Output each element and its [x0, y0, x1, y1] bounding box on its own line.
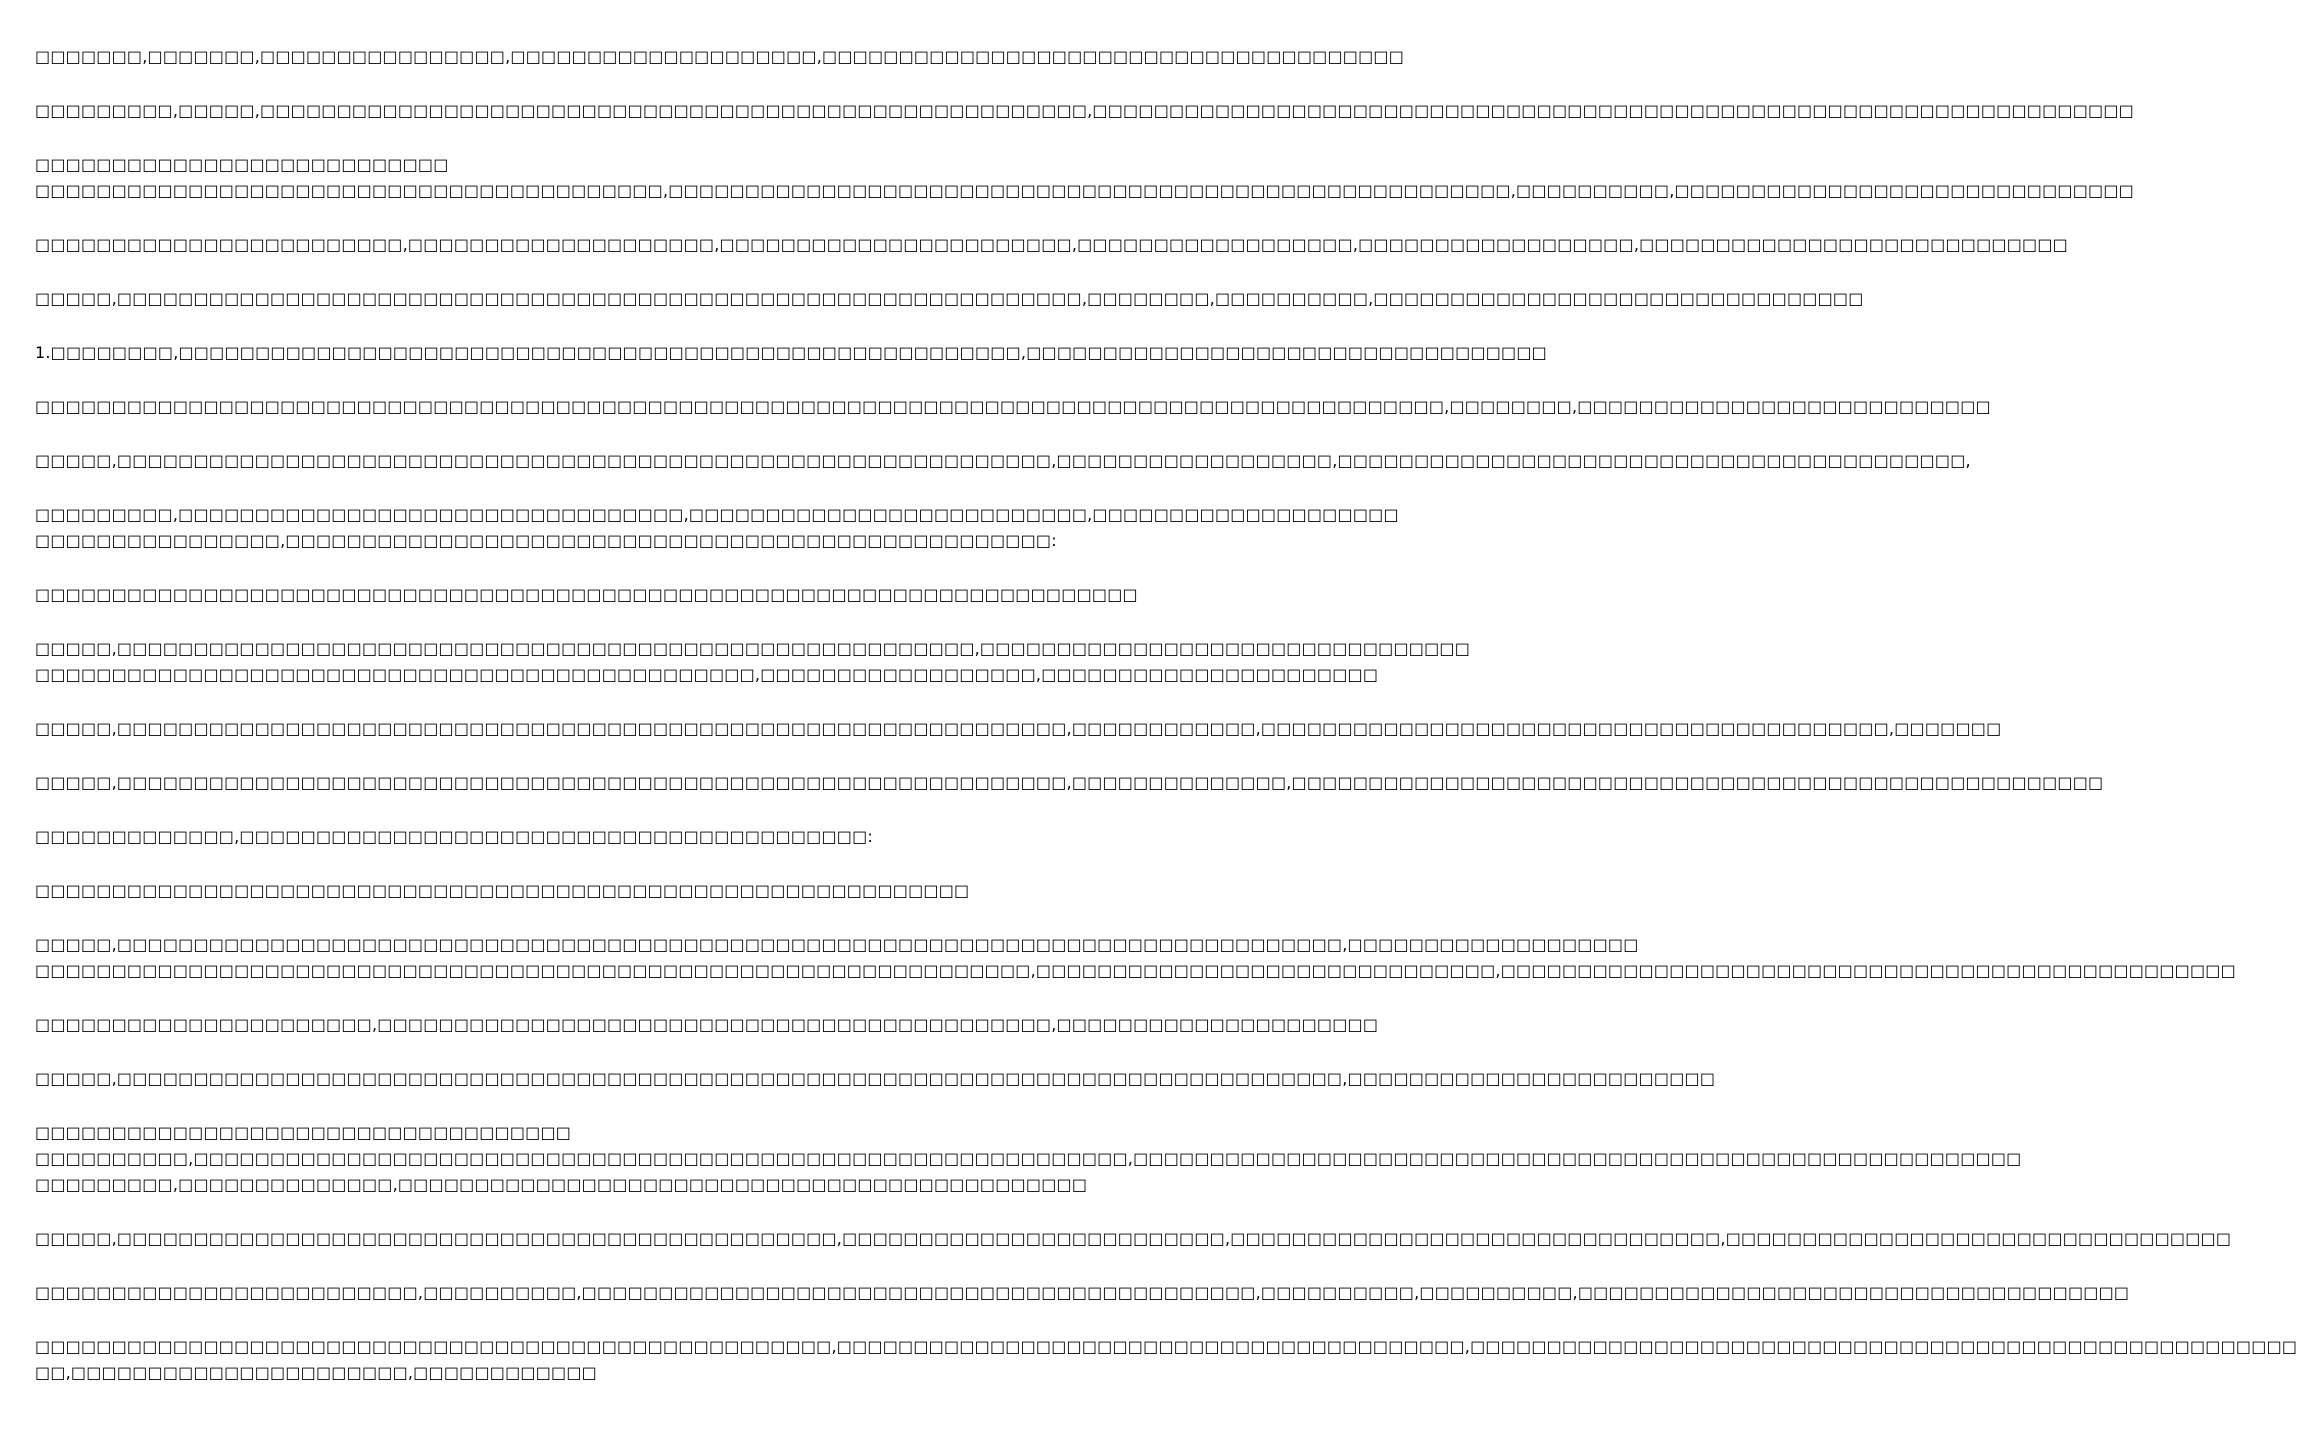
paragraph-line: □□□□□□□□□□□□□□□□□□□□□□□□□□□□□□□□□□□□□□□□□□□□□□□□□□□□□□□□□□□□□□□□□□□□□□□□	[35, 585, 1138, 604]
paragraph-line: □□□□□□□□□□□□□□□□□□□□□□□□□□□	[35, 155, 449, 174]
paragraph-line: □□□□□,□□□□□□□□□□□□□□□□□□□□□□□□□□□□□□□□□□□□□□□□□□□□□□□□□□□□□□□□□□□□□□□□□□□□□□□□□□□□□□□□,□□□□□□□□□□□□□□□□□□□	[35, 935, 1639, 954]
paragraph-line: □□□□□□□□□□□□□□□□□□□□□□□□□□□□□□□□□□□□□□□□□□□□□□□,□□□□□□□□□□□□□□□□□□,□□□□□□□□□□□□□□□□□□□□□□	[35, 665, 1379, 684]
paragraph	[35, 878, 990, 904]
paragraph-line: □□□□□□□□□□□□□□□□□□□□□□□□□,□□□□□□□□□□,□□□□□□□□□□□□□□□□□□□□□□□□□□□□□□□□□□□□□□□□□□□□,□□□□□□□□□□,□□□□□□□□□□,□□□□□□□□□□□□□□□□□□□□□□□□□□□□□□□□□□□□	[35, 1283, 2130, 1302]
paragraph-line: □□□□□,□□□□□□□□□□□□□□□□□□□□□□□□□□□□□□□□□□□□□□□□□□□□□□□□□□□□□□□□□□□□□,□□□□□□□□□□□□□□□□□□,□□□□□□□□□□□□□□□□□□□□□□□□□□□□□□□□□□□□□□□□□,	[35, 451, 1971, 470]
paragraph	[35, 340, 1548, 366]
paragraph	[35, 716, 2002, 742]
paragraph-line: □□□□□□□□□□□□□□□□□□□□□□□□□□□□□□□□□□□□□□□□□□□□□□□□□□□□□□□□□□□□□□□□□□□□□□□□□□□□□□□□□□□□□□□□□□□□,□□□□□□□□,□□□□□□□□□□□□□□□□□□□□□□□□□□□	[35, 397, 1991, 416]
paragraph	[35, 582, 1138, 608]
paragraph	[35, 98, 2134, 124]
paragraph-line: □□□□□□□□□□□□□□□□□□□□□□□□,□□□□□□□□□□□□□□□□□□□□,□□□□□□□□□□□□□□□□□□□□□□□,□□□□□□□□□□□□□□□□□□,□□□□□□□□□□□□□□□□□□,□□□□□□□□□□□□□□□□□□□□□□□□□□□□	[35, 235, 2068, 254]
paragraph-line: □□□□□,□□□□□□□□□□□□□□□□□□□□□□□□□□□□□□□□□□□□□□□□□□□□□□□□□□□□□□□□□□□□□□□□□□□□□□□□□□□□□□□□,□□□□□□□□□□□□□□□□□□□□□□□□	[35, 1069, 1716, 1088]
paragraph-line: □□□□□□□□□,□□□□□□□□□□□□□□,□□□□□□□□□□□□□□□□□□□□□□□□□□□□□□□□□□□□□□□□□□□□□	[35, 1175, 1088, 1194]
paragraph	[35, 394, 1991, 420]
paragraph	[35, 286, 1864, 312]
paragraph-line: □□□□□□□□□□□□□□□□□□□□□□□□□□□□□□□□□□□	[35, 1123, 572, 1142]
paragraph-line: □□□□□,□□□□□□□□□□□□□□□□□□□□□□□□□□□□□□□□□□□□□□□□□□□□□□□,□□□□□□□□□□□□□□□□□□□□□□□□□,□□□□□□□□□□□□□□□□□□□□□□□□□□□□□□□□,□□□□□□□□□□□□□□□□□□□□□□□□□□□□□□□□□	[35, 1229, 2232, 1248]
paragraph-line: □□□□□□□□□□□□□□□□□□□□□□□□□□□□□□□□□□□□□□□□□,□□□□□□□□□□□□□□□□□□□□□□□□□□□□□□□□□□□□□□□□□□□□□□□□□□□□□□□,□□□□□□□□□□,□□□□□□□□□□□□□□□□□□□□□□□□□□□□□□	[35, 181, 2134, 200]
paragraph-line: 1.□□□□□□□□,□□□□□□□□□□□□□□□□□□□□□□□□□□□□□□□□□□□□□□□□□□□□□□□□□□□□□□□,□□□□□□□□□□□□□□□□□□□□□□□□□□□□□□□□□□	[35, 343, 1548, 362]
paragraph	[35, 1120, 2022, 1198]
paragraph	[35, 232, 2068, 258]
paragraph	[35, 770, 2104, 796]
paragraph	[35, 44, 1405, 70]
paragraph	[35, 152, 2134, 204]
paragraph-line: □□□□□□□□□□□□□□□□□□□□□□□□□□□□□□□□□□□□□□□□□□□□□□□□□□□□,□□□□□□□□□□□□□□□□□□□□□□□□□□□□□□□□□□□□□□□□□,□□□□□□□□□□□□□□□□□□□□□□□□□□□□□□□□□□□□□□□□□□□□□□□□□□□□□□	[35, 1337, 2297, 1356]
paragraph	[35, 932, 2236, 984]
paragraph-line: □□□□□□□□□□□□□,□□□□□□□□□□□□□□□□□□□□□□□□□□□□□□□□□□□□□□□□□:	[35, 827, 874, 846]
paragraph	[35, 636, 1471, 688]
paragraph	[35, 1226, 2232, 1252]
paragraph-line: □□□□□,□□□□□□□□□□□□□□□□□□□□□□□□□□□□□□□□□□□□□□□□□□□□□□□□□□□□□□□□,□□□□□□□□□□□□□□□□□□□□□□□□□□□□□□□□	[35, 639, 1471, 658]
paragraph-line: □□□□□□□,□□□□□□□,□□□□□□□□□□□□□□□□,□□□□□□□□□□□□□□□□□□□□,□□□□□□□□□□□□□□□□□□□□□□□□□□□□□□□□□□□□□□	[35, 47, 1405, 66]
paragraph	[35, 1066, 1716, 1092]
paragraph-line: □□□□□□□□□,□□□□□□□□□□□□□□□□□□□□□□□□□□□□□□□□□,□□□□□□□□□□□□□□□□□□□□□□□□□□,□□□□□□□□□□□□□□□□□□□□	[35, 505, 1399, 524]
paragraph	[35, 448, 1971, 474]
paragraph-line: □□□□□□□□□□□□□□□□,□□□□□□□□□□□□□□□□□□□□□□□□□□□□□□□□□□□□□□□□□□□□□□□□□□:	[35, 531, 1057, 550]
paragraph-line: □□,□□□□□□□□□□□□□□□□□□□□□□,□□□□□□□□□□□□	[35, 1363, 597, 1382]
paragraph-line: □□□□□,□□□□□□□□□□□□□□□□□□□□□□□□□□□□□□□□□□□□□□□□□□□□□□□□□□□□□□□□□□□□□□,□□□□□□□□□□□□□□,□□□□□□□□□□□□□□□□□□□□□□□□□□□□□□□□□□□□□□□□□□□□□□□□□□□□□	[35, 773, 2104, 792]
paragraph-line: □□□□□,□□□□□□□□□□□□□□□□□□□□□□□□□□□□□□□□□□□□□□□□□□□□□□□□□□□□□□□□□□□□□□□,□□□□□□□□,□□□□□□□□□□,□□□□□□□□□□□□□□□□□□□□□□□□□□□□□□□□	[35, 289, 1864, 308]
paragraph	[35, 824, 990, 850]
paragraph-line: □□□□□□□□□□□□□□□□□□□□□□□□□□□□□□□□□□□□□□□□□□□□□□□□□□□□□□□□□□□□□	[35, 881, 970, 900]
paragraph-line: □□□□□□□□□,□□□□□,□□□□□□□□□□□□□□□□□□□□□□□□□□□□□□□□□□□□□□□□□□□□□□□□□□□□□□,□□□□□□□□□□□□□□□□□□□□□□□□□□□□□□□□□□□□□□□□□□□□□□□□□□□□□□□□□□□□□□□□□□□□	[35, 101, 2134, 120]
paragraph-line: □□□□□□□□□□□□□□□□□□□□□□,□□□□□□□□□□□□□□□□□□□□□□□□□□□□□□□□□□□□□□□□□□□□,□□□□□□□□□□□□□□□□□□□□□	[35, 1015, 1379, 1034]
paragraph	[35, 1012, 1379, 1038]
paragraph-line: □□□□□,□□□□□□□□□□□□□□□□□□□□□□□□□□□□□□□□□□□□□□□□□□□□□□□□□□□□□□□□□□□□□□,□□□□□□□□□□□□,□□□□□□□□□□□□□□□□□□□□□□□□□□□□□□□□□□□□□□□□□,□□□□□□□	[35, 719, 2002, 738]
paragraph	[35, 1334, 2297, 1386]
paragraph-line: □□□□□□□□□□□□□□□□□□□□□□□□□□□□□□□□□□□□□□□□□□□□□□□□□□□□□□□□□□□□□□□□□,□□□□□□□□□□□□□□□□□□□□□□□□□□□□□□,□□□□□□□□□□□□□□□□□□□□□□□□□□□□□□□□□□□□□□□□□□□□□□□□	[35, 961, 2236, 980]
paragraph	[35, 1280, 2130, 1306]
paragraph	[35, 502, 1399, 554]
document-body	[35, 44, 2297, 1414]
paragraph-line: □□□□□□□□□□,□□□□□□□□□□□□□□□□□□□□□□□□□□□□□□□□□□□□□□□□□□□□□□□□□□□□□□□□□□□□□,□□□□□□□□□□□□□□□□□□□□□□□□□□□□□□□□□□□□□□□□□□□□□□□□□□□□□□□□□□	[35, 1149, 2022, 1168]
